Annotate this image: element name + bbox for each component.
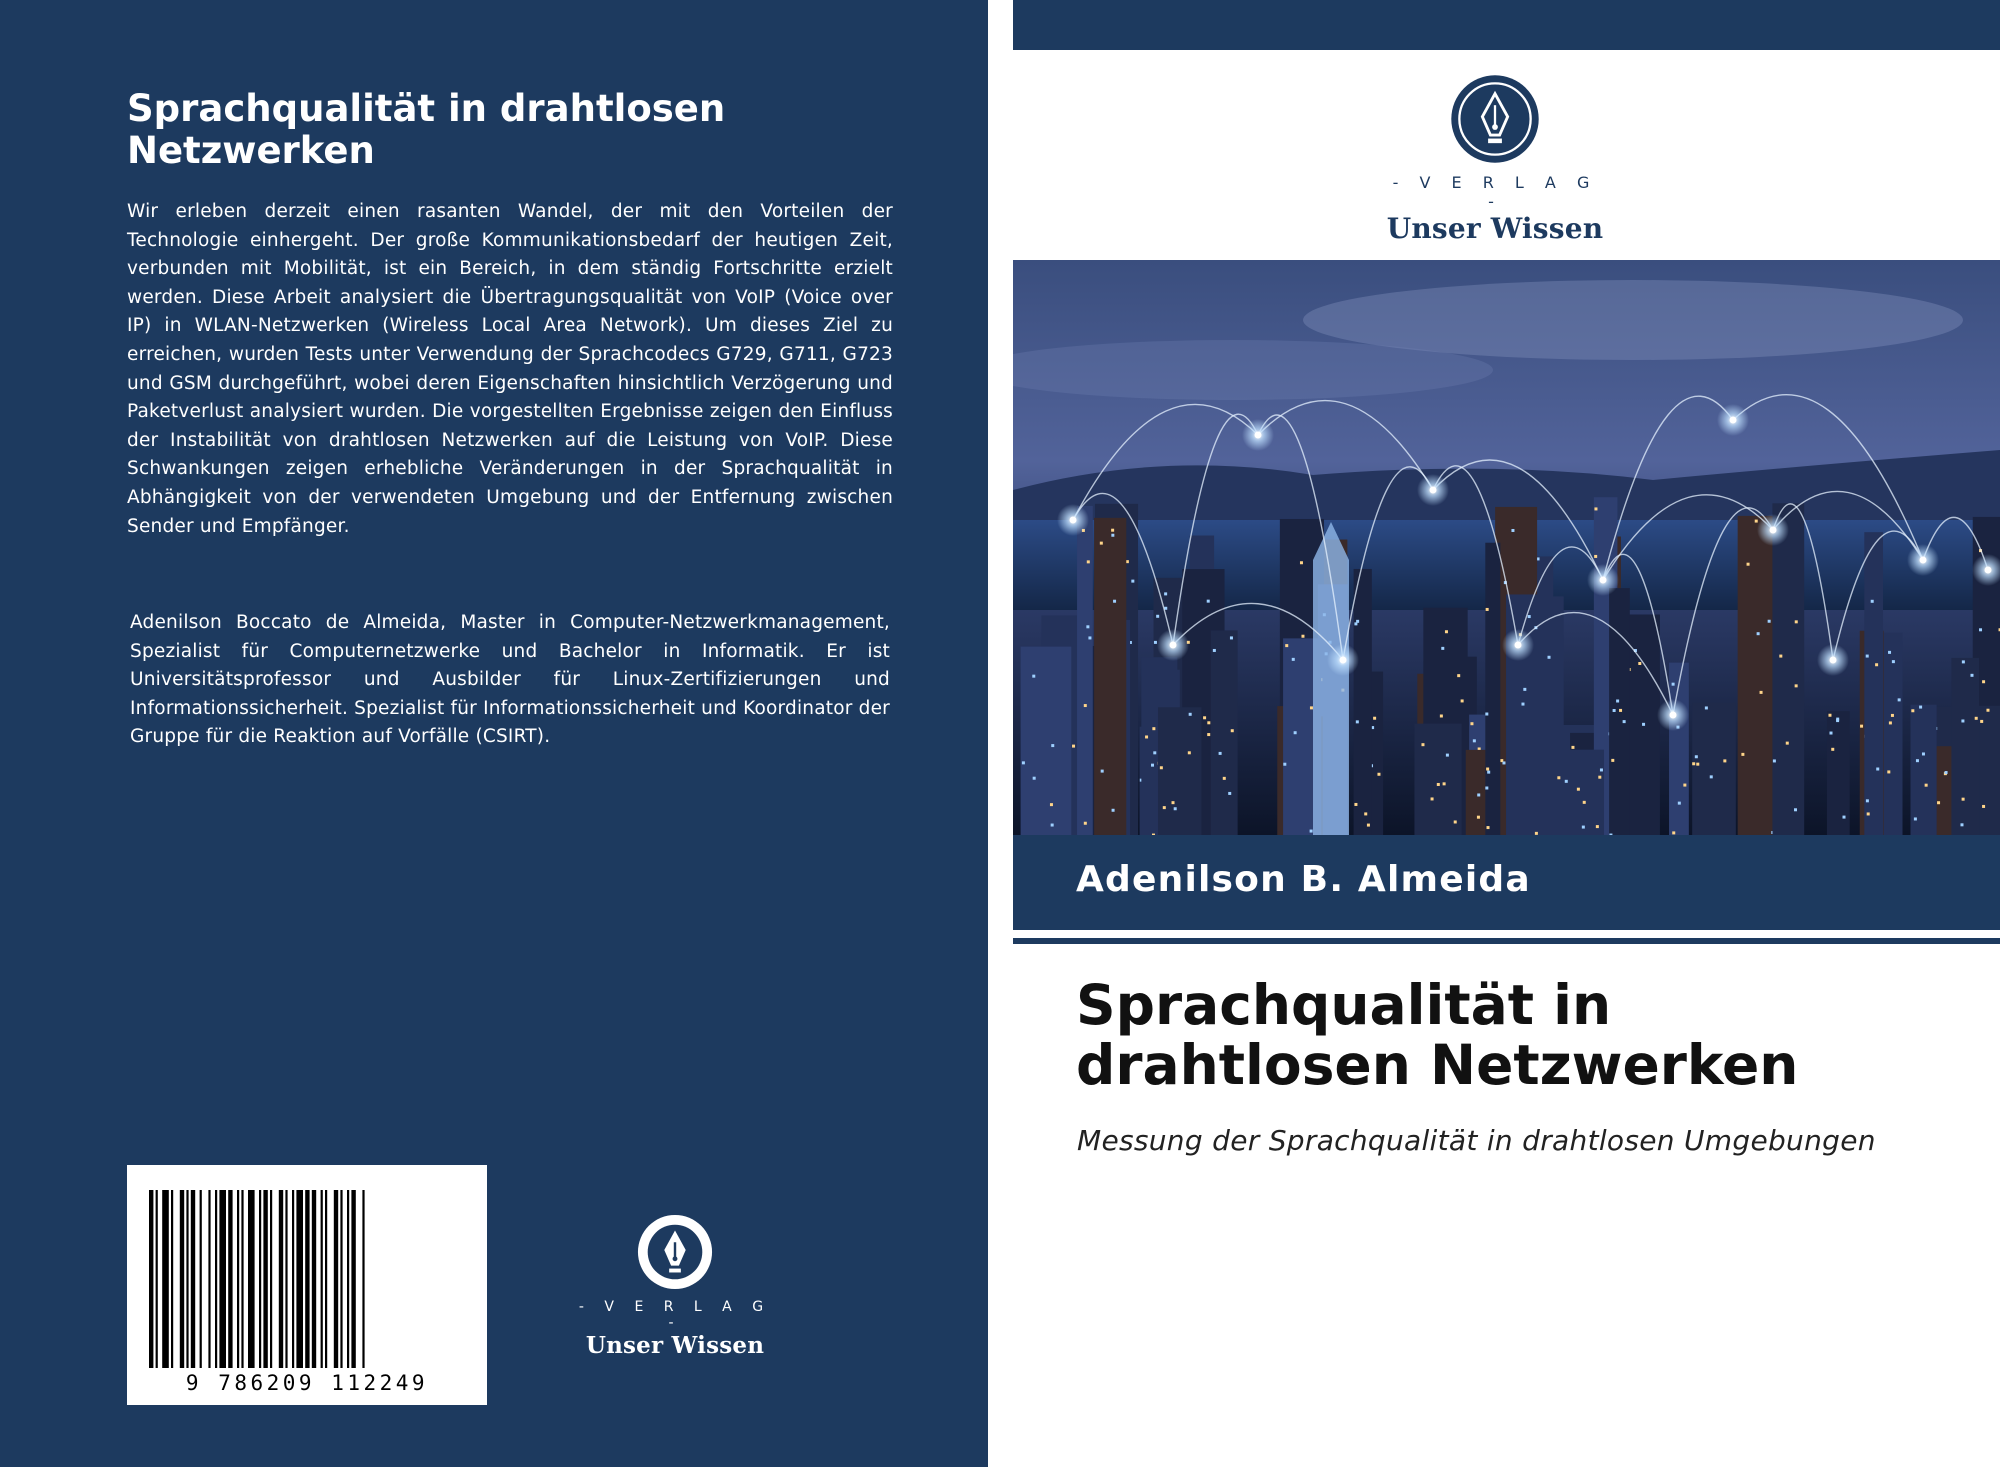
city-network-image: [1013, 260, 2000, 835]
front-title: Sprachqualität in drahtlosen Netzwerken: [1076, 973, 1799, 1097]
front-top-bar: [1013, 0, 2000, 50]
author-band: [1013, 835, 2000, 930]
city-skyline-network-photo: [1013, 260, 2000, 835]
author-bio: Adenilson Boccato de Almeida, Master in Computer-Netzwerkmanagement, Spezialist für Computernetzwerke und Bachelor in Informatik. Er ist Universitätsprofessor und Ausbilder für Linux-Zertifizierungen und Informationssicherheit. Spezialist für Informationssicherheit und Koordinator der Gruppe für die Reaktion auf Vorfälle (CSIRT).: [130, 612, 890, 748]
publisher-logo-back: [575, 1213, 775, 1359]
publisher-logo-front: [1380, 73, 1610, 245]
verlag-label: - V E R L A G -: [578, 1299, 772, 1331]
isbn-barcode: [127, 1165, 487, 1405]
front-author-name: Adenilson B. Almeida: [1076, 859, 1531, 900]
isbn-number: 9 786209 112249: [185, 1371, 429, 1395]
back-cover-title: Sprachqualität in drahtlosen Netzwerken: [127, 87, 726, 172]
publisher-name: Unser Wissen: [585, 1332, 765, 1359]
spine-gap: [988, 0, 1013, 1467]
publisher-seal-icon: [636, 1213, 714, 1291]
fountain-pen-nib-icon: [1449, 73, 1541, 165]
publisher-name-front: Unser Wissen: [1386, 212, 1604, 245]
back-cover: [0, 0, 988, 1467]
back-cover-blurb: Wir erleben derzeit einen rasanten Wandel, der mit den Vorteilen der Technologie einhergeht. Der große Kommunikationsbedarf der heutigen Zeit, verbunden mit Mobilität, ist ein Bereich, in dem ständig Fortschritte erzielt werden. Diese Arbeit analysiert die Übertragungsqualität von VoIP (Voice over IP) in WLAN-Netzwerken (Wireless Local Area Network). Um dieses Ziel zu erreichen, wurden Tests unter Verwendung der Sprachcodecs G729, G711, G723 und GSM durchgeführt, wobei deren Eigenschaften hinsichtlich Verzögerung und Paketverlust analysiert wurden. Die vorgestellten Ergebnisse zeigen den Einfluss der Instabilität von drahtlosen Netzwerken auf die Leistung von VoIP. Diese Schwankungen zeigen erhebliche Veränderungen in der Sprachqualität in Abhängigkeit von der verwendeten Umgebung und der Entfernung zwischen Sender und Empfänger.: [127, 201, 893, 537]
verlag-label-front: - V E R L A G -: [1392, 173, 1598, 211]
barcode-icon: [127, 1165, 487, 1405]
front-rule: [1013, 938, 2000, 944]
front-subtitle: Messung der Sprachqualität in drahtlosen Umgebungen: [1077, 1124, 1876, 1157]
